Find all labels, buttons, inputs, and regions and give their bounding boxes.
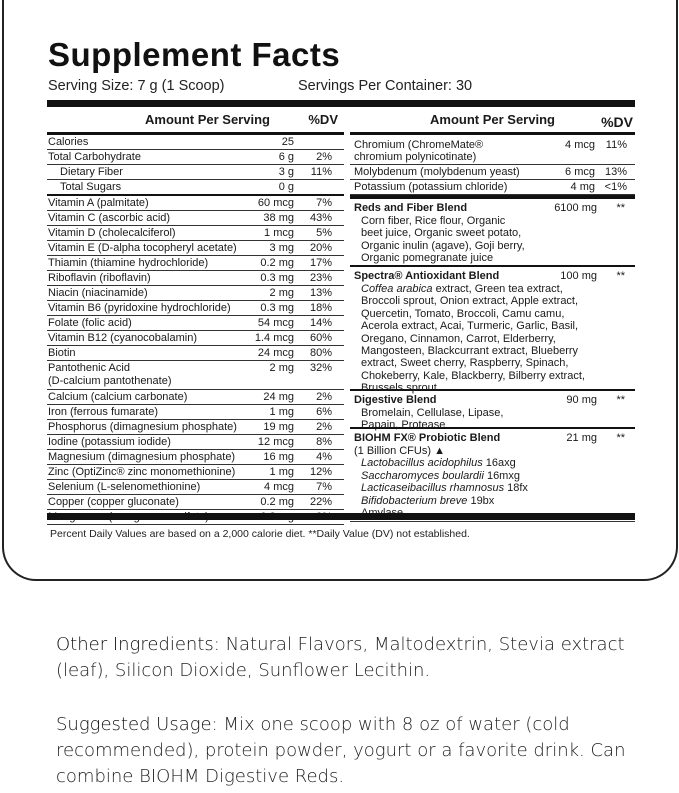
nutrient-name: Folate (folic acid) xyxy=(48,317,132,329)
nutrient-amount: 1 mcg xyxy=(264,227,294,239)
left-column-header xyxy=(47,108,344,132)
nutrient-amount: 6 g xyxy=(278,151,294,163)
suggested-usage-label: Suggested Usage: xyxy=(56,714,218,735)
nutrient-name: Vitamin E (D-alpha tocopheryl acetate) xyxy=(48,242,237,254)
nutrient-dv: 2% xyxy=(316,421,332,433)
nutrient-amount: 54 mcg xyxy=(257,317,294,329)
blend-name: Reds and Fiber Blend xyxy=(354,202,468,214)
strain-species: Bifidobacterium breve xyxy=(361,494,468,507)
blend-dv: ** xyxy=(616,202,625,214)
nutrient-amount: 3 mg xyxy=(269,242,294,254)
nutrient-amount: 3 g xyxy=(278,166,294,178)
nutrient-name: Vitamin D (cholecalciferol) xyxy=(48,227,176,239)
blend-block xyxy=(350,429,635,522)
blend-name: Digestive Blend xyxy=(354,394,437,406)
nutrient-amount: 2 mg xyxy=(269,287,294,299)
right-nutrient-column xyxy=(350,108,635,522)
blend-amount: 90 mg xyxy=(566,394,597,406)
nutrient-amount: 0.3 mg xyxy=(260,272,294,284)
amount-header: Amount Per Serving xyxy=(145,112,270,127)
nutrient-name: Dietary Fiber xyxy=(60,166,123,178)
nutrient-row xyxy=(47,450,344,465)
nutrient-row xyxy=(47,390,344,405)
nutrient-row xyxy=(47,420,344,435)
nutrient-row xyxy=(47,211,344,226)
nutrient-name: Molybdenum (molybdenum yeast) xyxy=(354,166,520,178)
nutrient-dv: 13% xyxy=(309,287,332,299)
nutrient-row xyxy=(47,256,344,271)
nutrient-amount: 24 mcg xyxy=(257,347,294,359)
strain-code: 16mxg xyxy=(483,469,520,482)
blend-cfu: (1 Billion CFUs) ▲ xyxy=(354,445,445,457)
nutrient-amount: 4 mcg xyxy=(565,139,595,151)
nutrient-dv: 23% xyxy=(309,272,332,284)
nutrient-name: Thiamin (thiamine hydrochloride) xyxy=(48,257,209,269)
probiotic-strain xyxy=(354,482,622,494)
nutrient-amount: 19 mg xyxy=(263,421,294,433)
nutrient-amount: 0 g xyxy=(278,181,294,193)
blend-ingredient-line: beet juice, Organic sweet potato, xyxy=(361,227,522,240)
blend-amount: 100 mg xyxy=(560,270,597,282)
nutrient-dv: 32% xyxy=(309,362,332,374)
nutrient-row xyxy=(47,165,344,180)
nutrient-amount: 12 mcg xyxy=(257,436,294,448)
nutrient-name: Vitamin B12 (cyanocobalamin) xyxy=(48,332,197,344)
nutrient-dv: 60% xyxy=(309,332,332,344)
nutrient-dv: 17% xyxy=(309,257,332,269)
blend-ingredient-line: Papain, Protease xyxy=(361,419,446,432)
nutrient-name: Chromium (ChromeMate® xyxy=(354,139,484,151)
blend-ingredient-line: Brussels sprout xyxy=(361,382,437,395)
blend-dv: ** xyxy=(616,394,625,406)
suggested-usage-text: Mix one scoop with 8 oz of water (cold recommended), protein powder, yogurt or a favorite drink. Can combine BIOHM Digestive Reds. xyxy=(56,714,626,787)
nutrient-name: Total Carbohydrate xyxy=(48,151,141,163)
nutrient-name: Vitamin A (palmitate) xyxy=(48,197,149,209)
nutrient-row xyxy=(47,465,344,480)
nutrient-row xyxy=(47,405,344,420)
nutrient-row xyxy=(47,301,344,316)
nutrient-row xyxy=(47,495,344,510)
probiotic-strain xyxy=(354,470,622,482)
nutrient-dv: 22% xyxy=(309,496,332,508)
blend-ingredient-line: Organic inulin (agave), Goji berry, xyxy=(361,239,525,252)
nutrient-dv: 18% xyxy=(309,302,332,314)
nutrient-amount: 16 mg xyxy=(263,451,294,463)
blend-amount: 21 mg xyxy=(566,432,597,444)
nutrient-dv: 12% xyxy=(309,466,332,478)
blend-amount: 6100 mg xyxy=(554,202,597,214)
left-nutrient-column xyxy=(47,108,344,525)
blend-ingredient-line: Mangosteen, Blackcurrant extract, Blueberry xyxy=(361,345,579,358)
strain-species: Saccharomyces boulardii xyxy=(361,469,484,482)
nutrient-row xyxy=(47,361,344,390)
nutrient-name: Niacin (niacinamide) xyxy=(48,287,148,299)
nutrient-dv: 11% xyxy=(310,166,332,178)
nutrient-dv: 43% xyxy=(309,212,332,224)
serving-info xyxy=(48,78,473,94)
nutrient-amount: 0.2 mg xyxy=(260,257,294,269)
blend-block xyxy=(350,267,635,395)
nutrient-row xyxy=(47,286,344,301)
bottom-divider xyxy=(47,513,635,520)
strain-code: 16axg xyxy=(482,457,516,470)
nutrient-dv: 7% xyxy=(316,197,332,209)
nutrient-amount: 6 mcg xyxy=(565,166,595,178)
nutrient-name: Biotin xyxy=(48,347,76,359)
nutrient-row xyxy=(47,180,344,196)
other-ingredients-label: Other Ingredients: xyxy=(56,634,220,655)
servings-per-container: Servings Per Container: 30 xyxy=(298,78,473,94)
blend-ingredients xyxy=(361,215,629,265)
blend-ingredients xyxy=(354,445,622,519)
blend-ingredient-line: Broccoli sprout, Onion extract, Apple extract, xyxy=(361,295,579,308)
nutrient-row xyxy=(47,316,344,331)
dv-header: %DV xyxy=(308,112,338,127)
nutrient-amount: 25 xyxy=(281,136,294,148)
nutrient-dv: 80% xyxy=(309,347,332,359)
nutrient-name: Zinc (OptiZinc® zinc monomethionine) xyxy=(48,466,236,478)
nutrient-dv: 13% xyxy=(604,166,627,178)
nutrient-name: Iron (ferrous fumarate) xyxy=(48,406,159,418)
nutrient-dv: 11% xyxy=(605,139,627,151)
blend-dv: ** xyxy=(616,432,625,444)
nutrient-name: Total Sugars xyxy=(60,181,122,193)
nutrient-row xyxy=(350,180,635,195)
strain-species: Lacticaseibacillus rhamnosus xyxy=(361,482,505,495)
nutrient-dv: 2% xyxy=(316,391,332,403)
suggested-usage xyxy=(56,712,636,790)
nutrient-dv: 8% xyxy=(316,436,332,448)
nutrient-row xyxy=(47,346,344,361)
blend-ingredient-line: extract, Sweet cherry, Raspberry, Spinach, xyxy=(361,357,569,370)
nutrient-amount: 60 mcg xyxy=(257,197,294,209)
nutrient-amount: 4 mcg xyxy=(264,481,294,493)
nutrient-row xyxy=(47,331,344,346)
nutrient-dv: 20% xyxy=(309,242,332,254)
nutrient-dv: 7% xyxy=(316,481,332,493)
other-ingredients-text: Natural Flavors, Maltodextrin, Stevia extract (leaf), Silicon Dioxide, Sunflower Lecithin. xyxy=(56,634,625,681)
nutrient-dv: <1% xyxy=(604,181,627,193)
nutrient-row xyxy=(47,135,344,150)
amount-header: Amount Per Serving xyxy=(430,112,555,127)
nutrient-name: Riboflavin (riboflavin) xyxy=(48,272,151,284)
nutrient-row xyxy=(47,480,344,495)
nutrient-name: Vitamin C (ascorbic acid) xyxy=(48,212,171,224)
nutrient-amount: 38 mg xyxy=(263,212,294,224)
blend-block xyxy=(350,391,635,432)
nutrient-row xyxy=(47,226,344,241)
probiotic-strain xyxy=(354,495,622,507)
probiotic-strain xyxy=(354,457,622,469)
other-ingredients xyxy=(56,632,636,684)
nutrient-amount: 4 mg xyxy=(570,181,595,193)
nutrient-dv: 6% xyxy=(316,406,332,418)
nutrient-name: Pantothenic Acid xyxy=(48,362,130,374)
nutrient-name-cont: chromium polynicotinate) xyxy=(354,151,477,163)
daily-value-footnote: Percent Daily Values are based on a 2,000 calorie diet. **Daily Value (DV) not established. xyxy=(50,528,470,540)
blend-dv: ** xyxy=(616,270,625,282)
nutrient-amount: 0.3 mg xyxy=(260,302,294,314)
blend-ingredient-line: Organic pomegranate juice xyxy=(361,252,494,265)
strain-code: 18fx xyxy=(504,482,528,495)
nutrient-name: Magnesium (dimagnesium phosphate) xyxy=(48,451,236,463)
blend-ingredient-line: Corn fiber, Rice flour, Organic xyxy=(361,215,506,227)
ingredient-italic: Coffea arabica xyxy=(361,283,433,295)
nutrient-name: Copper (copper gluconate) xyxy=(48,496,179,508)
blend-ingredients xyxy=(361,283,629,395)
nutrient-name: Calcium (calcium carbonate) xyxy=(48,391,188,403)
blend-ingredient-line: Chokeberry, Kale, Blackberry, Bilberry extract, xyxy=(361,369,585,382)
blend-ingredient-line xyxy=(361,283,629,295)
blend-name: Spectra® Antioxidant Blend xyxy=(354,270,500,282)
nutrient-name: Iodine (potassium iodide) xyxy=(48,436,171,448)
strain-species: Lactobacillus acidophilus xyxy=(361,457,483,470)
nutrient-amount: 24 mg xyxy=(263,391,294,403)
nutrient-name-cont: (D-calcium pantothenate) xyxy=(48,375,172,387)
nutrient-amount: 1 mg xyxy=(269,466,294,478)
dv-header: %DV xyxy=(601,114,633,130)
strain-code: 19bx xyxy=(467,494,495,507)
blend-ingredient-line: Acerola extract, Acai, Turmeric, Garlic, Basil, xyxy=(361,320,579,333)
nutrient-row xyxy=(47,435,344,450)
blend-ingredient-line: Quercetin, Tomato, Broccoli, Camu camu, xyxy=(361,307,565,320)
nutrient-row xyxy=(47,150,344,165)
nutrient-row xyxy=(47,241,344,256)
nutrient-dv: 4% xyxy=(316,451,332,463)
nutrient-name: Potassium (potassium chloride) xyxy=(354,181,508,193)
nutrient-dv: 2% xyxy=(316,151,332,163)
top-divider xyxy=(47,100,635,107)
right-column-header xyxy=(350,108,635,132)
nutrient-amount: 1.4 mcg xyxy=(254,332,294,344)
nutrient-name: Vitamin B6 (pyridoxine hydrochloride) xyxy=(48,302,231,314)
blend-ingredient-line: Bromelain, Cellulase, Lipase, xyxy=(361,407,504,419)
blend-ingredient-line: Oregano, Cinnamon, Carrot, Elderberry, xyxy=(361,332,556,345)
nutrient-row xyxy=(47,271,344,286)
serving-size: Serving Size: 7 g (1 Scoop) xyxy=(48,78,225,94)
blend-name: BIOHM FX® Probiotic Blend xyxy=(354,432,501,444)
nutrient-name: Selenium (L-selenomethionine) xyxy=(48,481,201,493)
nutrient-amount: 0.2 mg xyxy=(260,496,294,508)
nutrient-row xyxy=(350,135,635,165)
nutrient-amount: 1 mg xyxy=(269,406,294,418)
nutrient-dv: 5% xyxy=(316,227,332,239)
nutrient-row xyxy=(350,165,635,180)
nutrient-amount: 2 mg xyxy=(269,362,294,374)
nutrient-name: Calories xyxy=(48,136,89,148)
panel-title: Supplement Facts xyxy=(48,36,341,73)
nutrient-row xyxy=(47,196,344,211)
nutrient-name: Phosphorus (dimagnesium phosphate) xyxy=(48,421,237,433)
blend-block xyxy=(350,199,635,267)
nutrient-dv: 14% xyxy=(309,317,332,329)
ingredient-text: extract, Green tea extract, xyxy=(432,283,563,295)
